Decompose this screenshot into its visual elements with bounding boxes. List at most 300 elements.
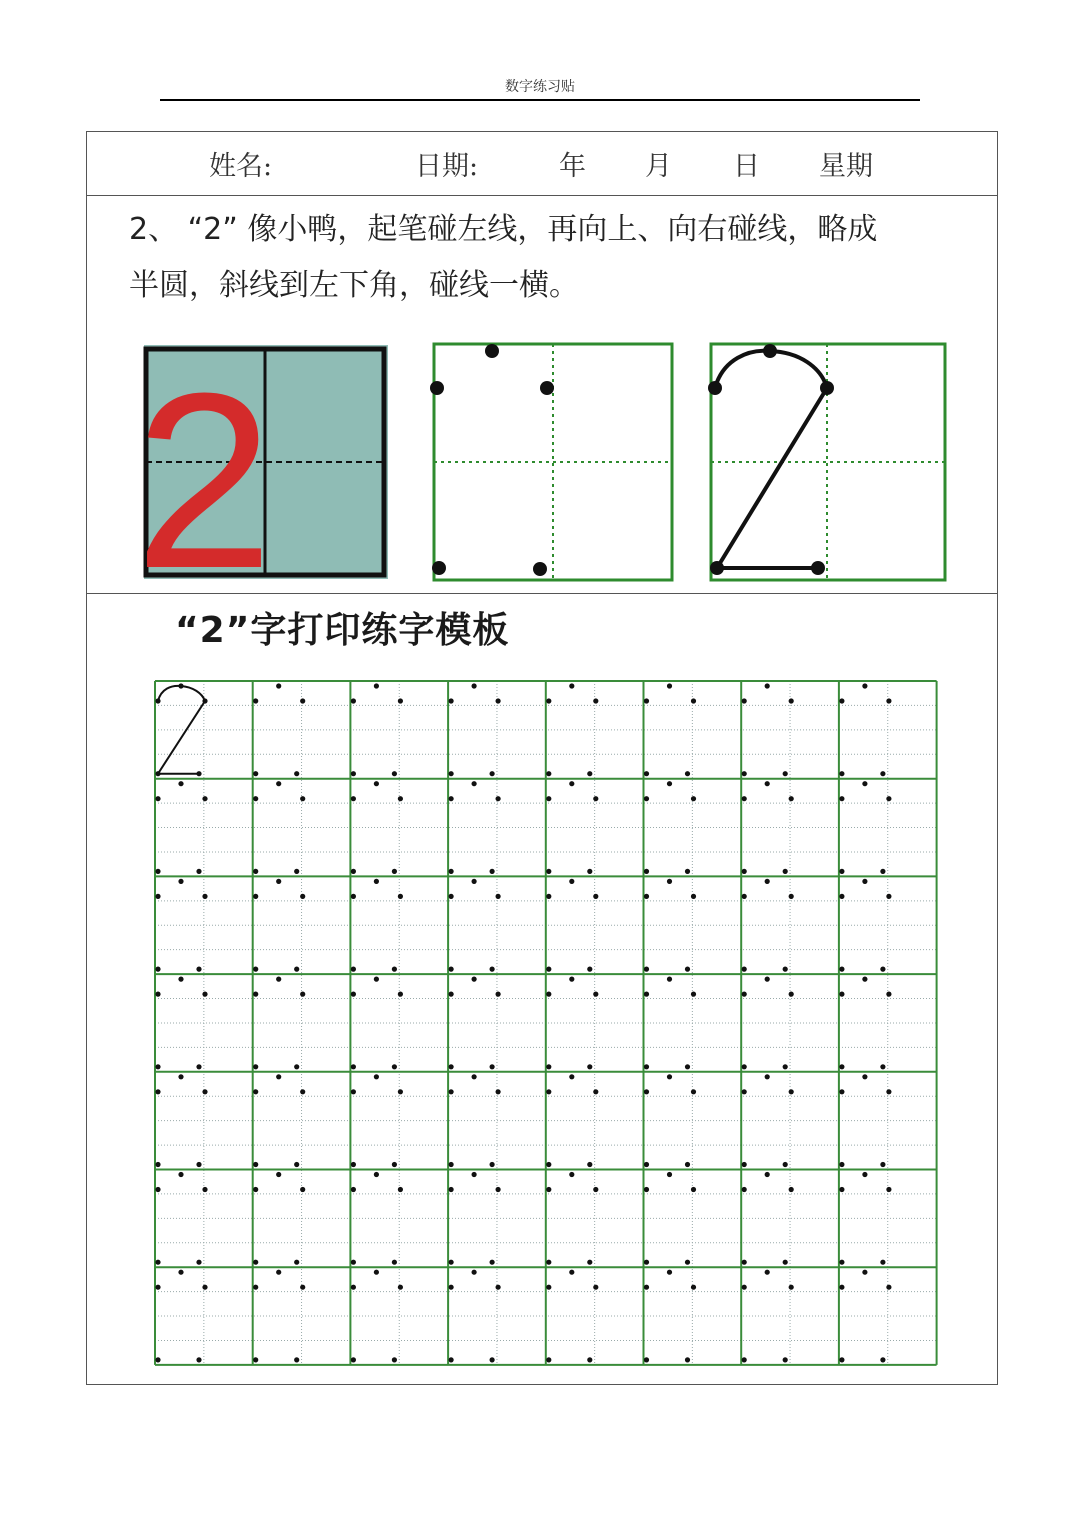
guide-dot xyxy=(685,1064,690,1069)
guide-dot xyxy=(880,771,885,776)
guide-dot xyxy=(490,1357,495,1362)
guide-dot xyxy=(667,977,672,982)
guide-dot xyxy=(839,1285,844,1290)
guide-dot xyxy=(351,1260,356,1265)
guide-dot xyxy=(392,967,397,972)
guide-dot xyxy=(276,1270,281,1275)
guide-dot xyxy=(742,1357,747,1362)
guide-dot xyxy=(351,1089,356,1094)
guide-dot xyxy=(202,1285,207,1290)
guide-dot xyxy=(789,1089,794,1094)
guide-dot xyxy=(253,1187,258,1192)
guide-dot xyxy=(880,1260,885,1265)
guide-dot xyxy=(178,1270,183,1275)
guide-dot xyxy=(691,698,696,703)
guide-dot xyxy=(644,992,649,997)
guide-dot xyxy=(253,1162,258,1167)
guide-dot xyxy=(351,967,356,972)
guide-dot xyxy=(496,894,501,899)
guide-dot xyxy=(587,869,592,874)
guide-dot xyxy=(789,992,794,997)
guide-dot xyxy=(253,1089,258,1094)
guide-dot xyxy=(783,967,788,972)
guide-dot xyxy=(546,1285,551,1290)
guide-dot xyxy=(886,992,891,997)
page-header-title: 数字练习贴 xyxy=(505,79,575,95)
guide-dot xyxy=(685,967,690,972)
guide-dot xyxy=(253,1260,258,1265)
guide-dot xyxy=(593,992,598,997)
guide-dot xyxy=(196,869,201,874)
guide-dot xyxy=(374,977,379,982)
guide-dot xyxy=(811,561,825,575)
guide-dot xyxy=(569,1074,574,1079)
guide-dot xyxy=(839,796,844,801)
guide-dot xyxy=(253,771,258,776)
guide-dot xyxy=(472,977,477,982)
guide-dot xyxy=(432,561,446,575)
guide-dot xyxy=(472,1074,477,1079)
guide-dot xyxy=(644,1285,649,1290)
guide-dot xyxy=(253,1285,258,1290)
guide-dot xyxy=(569,1270,574,1275)
guide-dot xyxy=(196,967,201,972)
guide-dot xyxy=(644,1187,649,1192)
guide-dot xyxy=(839,1064,844,1069)
guide-dot xyxy=(392,1162,397,1167)
guide-dot xyxy=(685,869,690,874)
instruction-line-1: 2、 “2” 像小鸭，起笔碰左线，再向上、向右碰线，略成 xyxy=(129,212,878,247)
guide-dot xyxy=(569,683,574,688)
guide-dot xyxy=(644,1357,649,1362)
guide-dot xyxy=(546,1260,551,1265)
guide-dot xyxy=(300,992,305,997)
guide-dot xyxy=(196,1357,201,1362)
guide-dot xyxy=(546,1064,551,1069)
guide-dot xyxy=(374,683,379,688)
guide-dot xyxy=(862,879,867,884)
guide-dot xyxy=(398,1187,403,1192)
guide-dot xyxy=(374,1270,379,1275)
guide-dot xyxy=(685,1260,690,1265)
guide-dot xyxy=(351,1162,356,1167)
guide-dot xyxy=(294,771,299,776)
guide-dot xyxy=(546,1357,551,1362)
guide-dot xyxy=(449,1260,454,1265)
guide-dot xyxy=(398,698,403,703)
guide-dot xyxy=(253,967,258,972)
guide-dot xyxy=(546,967,551,972)
guide-dot xyxy=(789,698,794,703)
guide-dot xyxy=(644,796,649,801)
guide-dot xyxy=(430,381,444,395)
guide-dot xyxy=(765,781,770,786)
guide-dot xyxy=(449,1187,454,1192)
guide-dot xyxy=(276,1074,281,1079)
header-rule xyxy=(160,99,920,101)
guide-dot xyxy=(351,1187,356,1192)
guide-dot xyxy=(593,894,598,899)
guide-dot xyxy=(880,967,885,972)
guide-dot xyxy=(155,698,160,703)
guide-dot xyxy=(742,967,747,972)
guide-dot xyxy=(839,1187,844,1192)
guide-dot xyxy=(496,1285,501,1290)
guide-dot xyxy=(839,1260,844,1265)
guide-dot xyxy=(839,1357,844,1362)
guide-dot xyxy=(789,1285,794,1290)
guide-dot xyxy=(178,683,183,688)
guide-dot xyxy=(490,1162,495,1167)
guide-dot xyxy=(587,1064,592,1069)
guide-dot xyxy=(398,796,403,801)
guide-dot xyxy=(765,683,770,688)
guide-dot xyxy=(593,698,598,703)
guide-dot xyxy=(351,1064,356,1069)
guide-dot xyxy=(862,781,867,786)
guide-dot xyxy=(300,796,305,801)
guide-dot xyxy=(485,344,499,358)
guide-dot xyxy=(839,894,844,899)
guide-dot xyxy=(862,1172,867,1177)
guide-dot xyxy=(449,1162,454,1167)
guide-dot xyxy=(300,894,305,899)
guide-dot xyxy=(667,1172,672,1177)
guide-dot xyxy=(490,869,495,874)
guide-dot xyxy=(300,1089,305,1094)
guide-dot xyxy=(742,1089,747,1094)
guide-dot xyxy=(789,1187,794,1192)
worksheet xyxy=(86,131,998,1385)
guide-dot xyxy=(593,1285,598,1290)
guide-dot xyxy=(449,1285,454,1290)
traced-digit-box xyxy=(708,344,945,580)
demo-illustrations xyxy=(87,339,997,593)
guide-dot xyxy=(644,1162,649,1167)
guide-dot xyxy=(765,1074,770,1079)
info-row xyxy=(87,132,997,196)
guide-dot xyxy=(710,561,724,575)
guide-dot xyxy=(178,879,183,884)
guide-dot xyxy=(178,1074,183,1079)
guide-dot xyxy=(472,879,477,884)
guide-dot xyxy=(685,1357,690,1362)
guide-dot xyxy=(351,1285,356,1290)
guide-dot xyxy=(742,1285,747,1290)
guide-dot xyxy=(294,869,299,874)
guide-dot xyxy=(569,1172,574,1177)
guide-dot xyxy=(691,894,696,899)
guide-dot xyxy=(839,1089,844,1094)
guide-dot xyxy=(253,1357,258,1362)
guide-dot xyxy=(449,796,454,801)
guide-dot xyxy=(789,894,794,899)
guide-dot xyxy=(496,1187,501,1192)
guide-dot xyxy=(593,1089,598,1094)
guide-dot xyxy=(783,869,788,874)
guide-dot xyxy=(155,1162,160,1167)
guide-dot xyxy=(490,967,495,972)
guide-dot xyxy=(546,992,551,997)
guide-dot xyxy=(742,1162,747,1167)
guide-dot xyxy=(546,1089,551,1094)
guide-dot xyxy=(546,771,551,776)
guide-dot xyxy=(202,1187,207,1192)
guide-dot xyxy=(155,1285,160,1290)
guide-dot xyxy=(490,1260,495,1265)
guide-dot xyxy=(392,1064,397,1069)
guide-dot xyxy=(472,1172,477,1177)
guide-dot xyxy=(276,781,281,786)
guide-dot xyxy=(644,894,649,899)
guide-dot xyxy=(691,1089,696,1094)
guide-dot xyxy=(253,992,258,997)
guide-dot xyxy=(253,796,258,801)
guide-dot xyxy=(496,992,501,997)
guide-dot xyxy=(742,1187,747,1192)
guide-dot xyxy=(862,977,867,982)
guide-dot xyxy=(351,1357,356,1362)
guide-dot xyxy=(155,1064,160,1069)
guide-dot xyxy=(155,1089,160,1094)
guide-dot xyxy=(820,381,834,395)
guide-dot xyxy=(742,1064,747,1069)
guide-dot xyxy=(392,1357,397,1362)
guide-dot xyxy=(472,781,477,786)
guide-dot xyxy=(392,771,397,776)
guide-dot xyxy=(196,1064,201,1069)
guide-dot xyxy=(398,894,403,899)
guide-dot xyxy=(765,879,770,884)
guide-dot xyxy=(880,1357,885,1362)
guide-dot xyxy=(294,1162,299,1167)
month-label: 月 xyxy=(645,151,672,182)
guide-dot xyxy=(490,771,495,776)
guide-dot xyxy=(449,1357,454,1362)
guide-dot xyxy=(839,771,844,776)
guide-dot xyxy=(708,381,722,395)
guide-dot xyxy=(398,1285,403,1290)
guide-dot xyxy=(587,1260,592,1265)
guide-dot xyxy=(691,1285,696,1290)
guide-dot xyxy=(374,781,379,786)
guide-dot xyxy=(155,1187,160,1192)
guide-dot xyxy=(472,1270,477,1275)
guide-dot xyxy=(783,771,788,776)
guide-dot xyxy=(685,771,690,776)
guide-dot xyxy=(300,1285,305,1290)
guide-dot xyxy=(398,992,403,997)
name-label: 姓名: xyxy=(209,151,273,182)
guide-dot xyxy=(253,698,258,703)
guide-dot xyxy=(294,1260,299,1265)
guide-dot xyxy=(862,1270,867,1275)
guide-dot xyxy=(765,1270,770,1275)
guide-dot xyxy=(546,796,551,801)
guide-dot xyxy=(449,771,454,776)
guide-dot xyxy=(644,967,649,972)
model-digit-box xyxy=(134,341,388,593)
guide-dot xyxy=(691,992,696,997)
guide-dot xyxy=(685,1162,690,1167)
guide-dot xyxy=(540,381,554,395)
guide-dot xyxy=(839,869,844,874)
guide-dot xyxy=(742,1260,747,1265)
guide-dot xyxy=(546,869,551,874)
guide-dot xyxy=(178,1172,183,1177)
guide-dot xyxy=(276,1172,281,1177)
guide-dot xyxy=(253,1064,258,1069)
guide-dot xyxy=(886,1187,891,1192)
guide-dot xyxy=(839,992,844,997)
guide-dot xyxy=(449,894,454,899)
guide-dot xyxy=(496,1089,501,1094)
guide-dot xyxy=(374,1074,379,1079)
date-label: 日期: xyxy=(415,151,479,182)
guide-dot xyxy=(351,796,356,801)
guide-dot xyxy=(569,781,574,786)
guide-dot xyxy=(886,1089,891,1094)
guide-dot xyxy=(691,1187,696,1192)
guide-dot xyxy=(202,698,207,703)
guide-dot xyxy=(783,1162,788,1167)
guide-dot xyxy=(886,894,891,899)
guide-dot xyxy=(644,698,649,703)
guide-dot xyxy=(839,1162,844,1167)
guide-dot xyxy=(155,771,160,776)
guide-dot xyxy=(546,1162,551,1167)
guide-dot xyxy=(533,562,547,576)
guide-dot xyxy=(178,781,183,786)
guide-dot xyxy=(155,869,160,874)
guide-dot xyxy=(587,967,592,972)
guide-dot xyxy=(300,1187,305,1192)
guide-dot xyxy=(351,698,356,703)
guide-dot xyxy=(449,869,454,874)
guide-dot xyxy=(202,992,207,997)
guide-dot xyxy=(449,1064,454,1069)
guide-dot xyxy=(765,977,770,982)
guide-dot xyxy=(202,894,207,899)
guide-dot xyxy=(294,967,299,972)
guide-dot xyxy=(667,1270,672,1275)
guide-dot xyxy=(392,1260,397,1265)
guide-dot xyxy=(155,1357,160,1362)
guide-dot xyxy=(294,1357,299,1362)
guide-dot xyxy=(783,1064,788,1069)
guide-dot xyxy=(742,869,747,874)
guide-dot xyxy=(490,1064,495,1069)
guide-dot xyxy=(392,869,397,874)
guide-dot xyxy=(351,771,356,776)
guide-dot xyxy=(667,879,672,884)
instruction-line-2: 半圆，斜线到左下角，碰线一横。 xyxy=(129,268,579,303)
guide-dot xyxy=(587,771,592,776)
guide-dot xyxy=(593,796,598,801)
guide-dot xyxy=(644,771,649,776)
guide-dot xyxy=(593,1187,598,1192)
guide-dot xyxy=(496,796,501,801)
guide-dot xyxy=(300,698,305,703)
guide-dot xyxy=(569,879,574,884)
guide-dot xyxy=(644,869,649,874)
guide-dot xyxy=(587,1357,592,1362)
guide-dot xyxy=(644,1089,649,1094)
guide-dot xyxy=(880,869,885,874)
guide-dot xyxy=(449,698,454,703)
guide-dot xyxy=(783,1357,788,1362)
guide-dot xyxy=(783,1260,788,1265)
guide-dot xyxy=(196,1260,201,1265)
writing-instruction xyxy=(129,202,979,314)
guide-dot xyxy=(196,771,201,776)
guide-dot xyxy=(546,894,551,899)
guide-dot xyxy=(449,992,454,997)
guide-dot xyxy=(196,1162,201,1167)
guide-dot xyxy=(789,796,794,801)
guide-dot xyxy=(351,869,356,874)
guide-dot xyxy=(155,967,160,972)
guide-dot xyxy=(691,796,696,801)
guide-dot xyxy=(155,992,160,997)
guide-dot xyxy=(449,1089,454,1094)
day-label: 日 xyxy=(733,151,760,182)
template-title: “2”字打印练字模板 xyxy=(175,610,510,651)
guide-dot xyxy=(449,967,454,972)
guide-dot xyxy=(886,796,891,801)
guide-dot xyxy=(667,683,672,688)
guide-dot xyxy=(155,1260,160,1265)
guide-dot xyxy=(294,1064,299,1069)
demo-row xyxy=(87,339,997,594)
guide-dot xyxy=(253,869,258,874)
guide-dot xyxy=(351,894,356,899)
guide-dot xyxy=(351,992,356,997)
guide-dot xyxy=(178,977,183,982)
guide-dot xyxy=(546,1187,551,1192)
guide-dot xyxy=(398,1089,403,1094)
weekday-label: 星期 xyxy=(819,151,873,182)
guide-dot xyxy=(374,1172,379,1177)
guide-dot xyxy=(587,1162,592,1167)
guide-dot xyxy=(742,771,747,776)
guide-dot xyxy=(276,879,281,884)
guide-dot xyxy=(374,879,379,884)
guide-dot xyxy=(569,977,574,982)
guide-dot xyxy=(862,1074,867,1079)
dot-guide-box xyxy=(430,344,672,580)
guide-dot xyxy=(667,1074,672,1079)
guide-dot xyxy=(763,344,777,358)
guide-dot xyxy=(667,781,672,786)
guide-dot xyxy=(742,698,747,703)
guide-dot xyxy=(742,796,747,801)
guide-dot xyxy=(880,1064,885,1069)
guide-dot xyxy=(742,894,747,899)
year-label: 年 xyxy=(559,151,586,182)
guide-dot xyxy=(472,683,477,688)
guide-dot xyxy=(886,698,891,703)
guide-dot xyxy=(155,796,160,801)
guide-dot xyxy=(546,698,551,703)
guide-dot xyxy=(202,796,207,801)
practice-grid xyxy=(154,680,940,1366)
guide-dot xyxy=(496,698,501,703)
guide-dot xyxy=(839,967,844,972)
guide-dot xyxy=(202,1089,207,1094)
guide-dot xyxy=(862,683,867,688)
model-digit-two: 2 xyxy=(134,341,274,593)
